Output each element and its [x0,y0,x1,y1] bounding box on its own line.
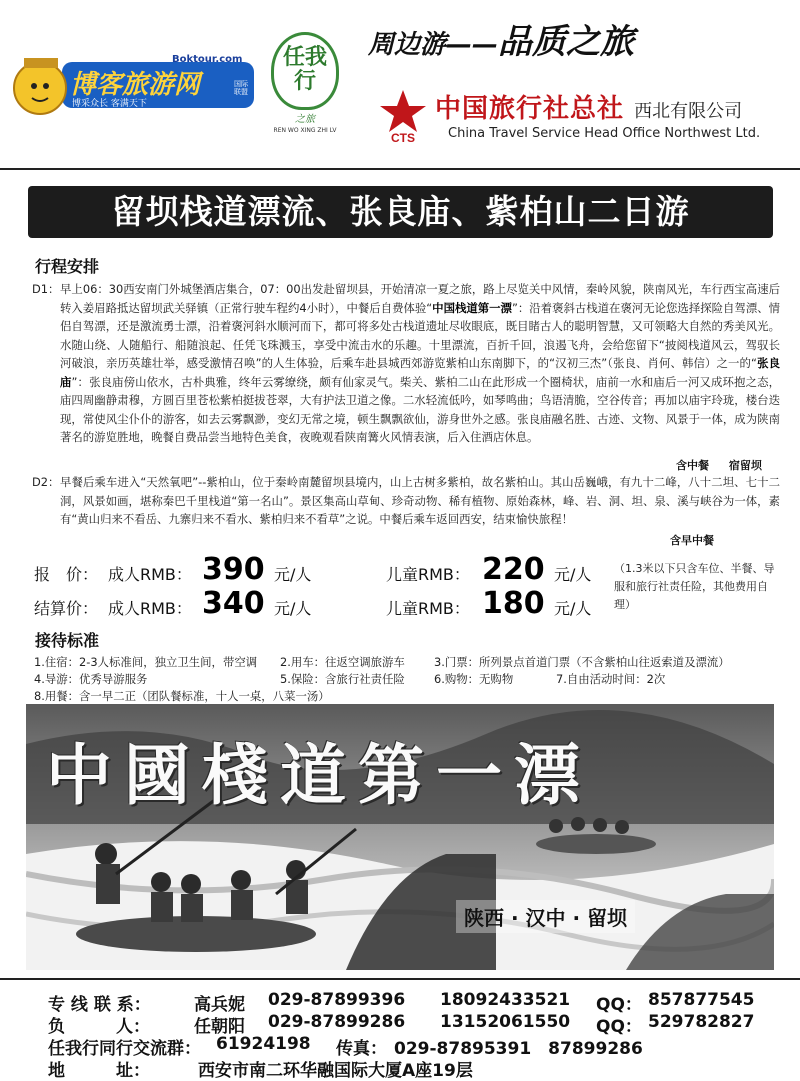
tour-title: 留坝栈道漂流、张良庙、紫柏山二日游 [28,186,773,238]
contact-qq[interactable]: 857877545 [648,990,755,1010]
cts-star-label: CTS [391,131,415,144]
day-1-highlight-rafting: 中国栈道第一漂 [432,300,512,315]
renwoxing-logo-mark: 任我行 [271,32,339,110]
fax-number[interactable]: 029-87895391 87899286 [394,1039,643,1059]
renwoxing-logo-sub: 之旅 [295,114,315,125]
standard-item: 3.门票：所列景点首道门票（不含紫柏山往返索道及漂流） [434,655,730,669]
standard-item: 8.用餐：含一早二正（团队餐标准，十人一桌，八菜一汤） [34,689,330,703]
fax-label: 传真： [336,1039,387,1059]
contact-section [0,978,800,1081]
boktour-logo-slogan: 博采众长 客满天下 [72,99,147,109]
renwoxing-logo-pinyin: REN WO XING ZHI LV [273,127,337,134]
quote-label: 报 价： [34,565,99,584]
settle-child-unit: 元/人 [554,599,592,618]
settle-adult-label: 成人RMB： [108,599,192,618]
settle-adult-price: 340 [202,586,265,621]
price-note: （1.3米以下只含车位、半餐、导服和旅行社责任险，其他费用自理） [614,562,775,611]
boktour-logo[interactable] [10,50,260,122]
quote-child-unit: 元/人 [554,565,592,584]
day-1-meals [676,457,762,473]
contact-label: 负 人： [48,1017,150,1037]
itinerary-day-2 [32,473,780,529]
photo-title: 中國棧道第一漂 [46,736,592,814]
day-1-text-a: 早上06：30西安南门外城堡酒店集合，07：00出发赴留坝县，开始清凉一夏之旅，路上尽览关中风情，秦岭风貌，陕南风光，车行西宝高速后转入姜眉路抵达留坝武关驿镇（正常行驶车程约4小时），中餐后自费体验“ [60,282,780,315]
standards-heading: 接待标准 [35,631,100,650]
standard-item: 7.自由活动时间：2次 [556,672,666,686]
boktour-logo-badge: 国际联盟 [234,80,248,96]
cts-star-icon [378,88,428,144]
day-2-meals: 含早中餐 [670,534,714,547]
cts-english-name: China Travel Service Head Office Northwest Ltd. [448,126,761,141]
standard-item: 4.导游：优秀导游服务 [34,672,148,686]
day-1-label: D1： [32,282,60,296]
photo-location: 陕西 · 汉中 · 留坝 [456,900,635,933]
contact-phone[interactable]: 029-87899286 [268,1012,406,1032]
standard-item: 5.保险：含旅行社责任险 [280,672,405,686]
contact-qq-label: QQ： [596,1017,642,1037]
contact-phone[interactable]: 029-87899396 [268,990,406,1010]
quote-adult-price: 390 [202,552,265,587]
quote-child-price: 220 [482,552,545,587]
contact-name: 高兵妮 [194,995,245,1015]
settle-adult-unit: 元/人 [274,599,312,618]
boktour-logo-domain: Boktour.com [172,54,243,65]
day-1-stay-info: 宿留坝 [728,459,762,472]
day-1-text [60,280,780,447]
itinerary-heading: 行程安排 [35,257,100,276]
quote-child-label: 儿童RMB： [386,565,470,584]
contact-mobile[interactable]: 13152061550 [440,1012,571,1032]
tagline-part-a: 周边游—— [368,30,499,60]
group-label: 任我行同行交流群： [48,1039,201,1059]
cts-name-branch: 西北有限公司 [634,101,743,122]
contact-label: 专 线 联 系： [48,995,151,1015]
boktour-logo-name: 博客旅游网 [70,70,201,100]
settle-label: 结算价： [34,599,99,618]
standard-item: 6.购物：无购物 [434,672,514,686]
day-2-text: 早餐后乘车进入“天然氧吧”--紫柏山，位于秦岭南麓留坝县境内，山上古树多紫柏，故名紫柏山。其山岳巍峨，有九十二峰，八十二坦、七十二洞，风景如画，堪称秦巴千里栈道“第一名山”。景区集高山草甸、珍奇动物、稀有植物、原始森林，峰、岩、洞、坦、泉、溪与峡谷为一体，素有“黄山归来不看岳、九寨归来不看水、紫柏归来不看草”之说。中餐后乘车返回西安，结束愉快旅程！ [60,475,780,526]
day-1-text-c: ”：张良庙傍山依水，古朴典雅，终年云雾缭绕，颇有仙家灵气。柴关、紫柏二山在此形成一个圈椅状，庙前一水和庙后一河又成环抱之态，庙四周幽静肃穆，方圆百里苍松紫柏挺拔苍翠，大有护法卫道之像。二水轻流低吟，如琴鸣曲；鸟语清脆，空谷传音；再加以庙宇玲珑，楼台迭现，常使风尘仆仆的游客，如去云雾飘渺，变幻无常之境，顿生飘飘欲仙，游身世外之感。张良庙融名胜、古迹、文物、风景于一体，成为陕南著名的游览胜地，晚餐自费品尝当地特色美食，夜晚观看陕南篝火风情表演，后入住酒店休息。 [60,374,780,444]
day-1-text-b: ”：沿着褒斜古栈道在褒河无论您选择探险自驾漂、情侣自驾漂，还是激流勇士漂，沿着褒河斜水顺河而下，都可将多处古栈道遗址尽收眼底，既目睹古人的聪明智慧，又可领略大自然的秀美风光。水随山绕、人随船行、船随浪起、任凭飞珠溅玉，享受中流击水的乐趣。十里漂流，百折千回，浪遏飞舟，会给您留下“披阅栈道风云，驾驭长河破浪，亲历英雄壮举，感受激情召唤”的人生体验，后乘车赴县城西郊游览紫柏山东南脚下，的“汉初三杰”（张良、肖何、韩信）之一的“ [60,300,781,370]
contact-mobile[interactable]: 18092433521 [440,990,571,1010]
day-1-highlight-temple: 张良庙 [60,356,780,389]
contact-qq[interactable]: 529782827 [648,1012,755,1032]
tagline [368,14,788,63]
cts-company-name [435,88,742,125]
quote-adult-unit: 元/人 [274,565,312,584]
address-label: 地 址： [48,1061,150,1081]
header [0,0,800,170]
contact-name: 任朝阳 [194,1017,245,1037]
day-1-meal-info: 含中餐 [676,459,709,472]
contact-qq-label: QQ： [596,995,642,1015]
address-value: 西安市南二环华融国际大厦A座19层 [198,1061,473,1081]
standard-item: 1.住宿：2-3人标准间，独立卫生间，带空调 [34,655,258,669]
price-quote-row [34,552,614,590]
cts-name-main: 中国旅行社总社 [435,94,625,124]
quote-adult-label: 成人RMB： [108,565,192,584]
standard-item: 2.用车：往返空调旅游车 [280,655,405,669]
price-settle-row [34,586,614,624]
day-2-label: D2： [32,475,60,489]
settle-child-price: 180 [482,586,545,621]
settle-child-label: 儿童RMB： [386,599,470,618]
tagline-part-b: 品质之旅 [498,22,635,62]
rafting-photo [26,704,774,970]
group-number[interactable]: 61924198 [216,1034,311,1054]
itinerary-day-1 [32,280,780,447]
renwoxing-logo[interactable] [265,32,345,142]
